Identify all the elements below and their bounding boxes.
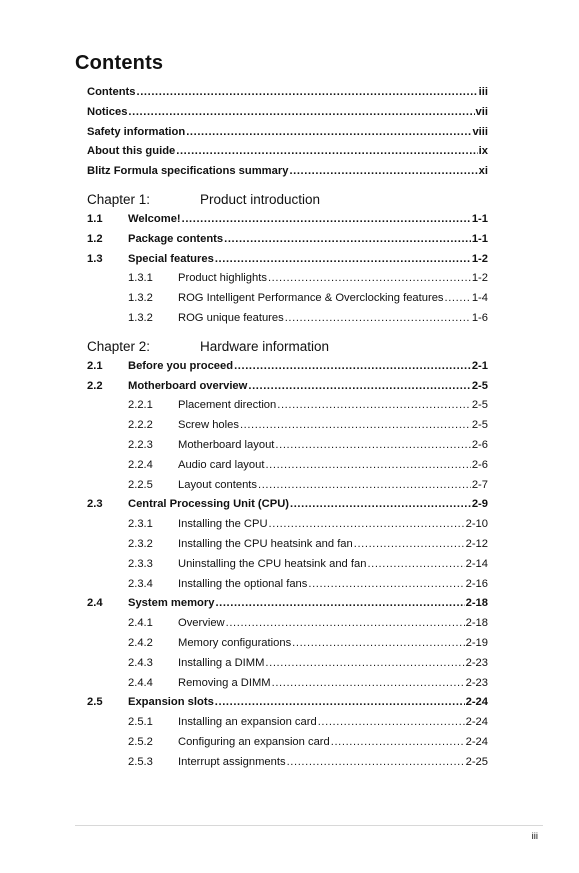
dot-leader bbox=[269, 518, 465, 530]
entry-number: 1.3 bbox=[87, 252, 103, 265]
toc-entry[interactable] bbox=[87, 126, 488, 146]
entry-number: 1.3.2 bbox=[128, 311, 153, 324]
toc-entry[interactable] bbox=[87, 399, 488, 419]
entry-label: Memory configurations bbox=[178, 636, 292, 649]
toc-entry[interactable] bbox=[87, 272, 488, 292]
entry-page: 2-14 bbox=[465, 557, 488, 570]
entry-page: 2-16 bbox=[465, 577, 488, 590]
entry-page: 2-1 bbox=[471, 359, 488, 372]
chapter-heading bbox=[87, 192, 488, 210]
entry-number: 1.1 bbox=[87, 212, 103, 225]
entry-label: Notices bbox=[87, 105, 128, 118]
entry-label: Blitz Formula specifications summary bbox=[87, 165, 289, 178]
dot-leader bbox=[289, 165, 477, 177]
entry-label: Expansion slots bbox=[128, 696, 214, 709]
toc-entry[interactable] bbox=[87, 538, 488, 558]
dot-leader bbox=[268, 272, 471, 284]
entry-label: Motherboard layout bbox=[178, 438, 275, 451]
chapter-number: Chapter 2: bbox=[87, 338, 151, 354]
entry-page: 2-5 bbox=[471, 399, 488, 412]
entry-label: Motherboard overview bbox=[128, 379, 248, 392]
entry-number: 2.4.3 bbox=[128, 656, 153, 669]
toc-entry[interactable] bbox=[87, 578, 488, 598]
toc-entry[interactable] bbox=[87, 756, 488, 776]
entry-page: 2-25 bbox=[465, 755, 488, 768]
entry-page: 2-23 bbox=[465, 656, 488, 669]
dot-leader bbox=[215, 696, 465, 708]
dot-leader bbox=[265, 657, 464, 669]
toc-entry[interactable] bbox=[87, 637, 488, 657]
dot-leader bbox=[226, 617, 465, 629]
entry-page: 1-1 bbox=[471, 232, 488, 245]
entry-number: 2.2.2 bbox=[128, 419, 153, 432]
entry-page: 2-12 bbox=[465, 537, 488, 550]
entry-number: 2.4 bbox=[87, 597, 103, 610]
toc-entry[interactable] bbox=[87, 439, 488, 459]
entry-page: iii bbox=[478, 86, 488, 98]
entry-label: Removing a DIMM bbox=[178, 676, 271, 689]
entry-label: Safety information bbox=[87, 125, 186, 138]
dot-leader bbox=[292, 637, 464, 649]
dot-leader bbox=[136, 86, 477, 98]
entry-label: ROG Intelligent Performance & Overclocking features bbox=[178, 292, 444, 305]
entry-page: 2-6 bbox=[471, 458, 488, 471]
entry-number: 2.3.2 bbox=[128, 537, 153, 550]
toc-entry[interactable] bbox=[87, 106, 488, 126]
entry-label: Placement direction bbox=[178, 399, 277, 412]
dot-leader bbox=[290, 498, 471, 510]
toc-entry[interactable] bbox=[87, 696, 488, 716]
entry-page: 2-10 bbox=[465, 518, 488, 531]
toc-entry[interactable] bbox=[87, 380, 488, 400]
entry-number: 2.5.2 bbox=[128, 735, 153, 748]
dot-leader bbox=[176, 145, 477, 157]
toc-entry[interactable] bbox=[87, 360, 488, 380]
toc-entry[interactable] bbox=[87, 677, 488, 697]
chapter-heading bbox=[87, 339, 488, 357]
entry-label: Screw holes bbox=[178, 419, 239, 432]
entry-number: 2.2.4 bbox=[128, 458, 153, 471]
toc-entry[interactable] bbox=[87, 459, 488, 479]
entry-label: Installing the CPU bbox=[178, 518, 268, 531]
dot-leader bbox=[186, 126, 471, 138]
toc-entry[interactable] bbox=[87, 253, 488, 273]
toc-entry[interactable] bbox=[87, 498, 488, 518]
entry-number: 2.3.3 bbox=[128, 557, 153, 570]
dot-leader bbox=[215, 253, 471, 265]
entry-label: Package contents bbox=[128, 232, 224, 245]
chapter-title: Product introduction bbox=[200, 191, 321, 207]
dot-leader bbox=[215, 597, 464, 609]
entry-label: Uninstalling the CPU heatsink and fan bbox=[178, 557, 367, 570]
entry-label: ROG unique features bbox=[178, 311, 284, 324]
toc-entry[interactable] bbox=[87, 597, 488, 617]
dot-leader bbox=[258, 479, 471, 491]
toc-entry[interactable] bbox=[87, 558, 488, 578]
toc-entry[interactable] bbox=[87, 736, 488, 756]
dot-leader bbox=[272, 677, 465, 689]
dot-leader bbox=[287, 756, 465, 768]
toc-entry[interactable] bbox=[87, 657, 488, 677]
entry-label: Installing the optional fans bbox=[178, 577, 308, 590]
entry-page: 2-5 bbox=[471, 419, 488, 432]
entry-page: ix bbox=[478, 145, 488, 158]
entry-number: 2.4.2 bbox=[128, 636, 153, 649]
entry-page: viii bbox=[472, 125, 488, 138]
dot-leader bbox=[445, 292, 471, 304]
entry-label: Special features bbox=[128, 252, 214, 265]
dot-leader bbox=[182, 213, 471, 225]
entry-label: Product highlights bbox=[178, 272, 267, 285]
toc-entry[interactable] bbox=[87, 518, 488, 538]
entry-page: 2-18 bbox=[465, 617, 488, 630]
dot-leader bbox=[277, 399, 471, 411]
dot-leader bbox=[224, 233, 471, 245]
page-number: iii bbox=[531, 831, 538, 842]
dot-leader bbox=[234, 360, 471, 372]
entry-page: 2-18 bbox=[465, 597, 488, 610]
entry-label: Audio card layout bbox=[178, 458, 265, 471]
toc-entry[interactable] bbox=[87, 292, 488, 312]
entry-page: 1-2 bbox=[471, 272, 488, 285]
dot-leader bbox=[354, 538, 465, 550]
entry-number: 2.5 bbox=[87, 696, 103, 709]
entry-page: 2-5 bbox=[471, 379, 488, 392]
entry-label: Contents bbox=[87, 86, 136, 98]
dot-leader bbox=[275, 439, 470, 451]
entry-label: Configuring an expansion card bbox=[178, 735, 330, 748]
entry-label: Installing an expansion card bbox=[178, 716, 317, 729]
entry-number: 1.3.1 bbox=[128, 272, 153, 285]
toc-entry[interactable] bbox=[87, 213, 488, 233]
toc-entry[interactable] bbox=[87, 233, 488, 253]
entry-label: Installing the CPU heatsink and fan bbox=[178, 537, 353, 550]
toc-entry[interactable] bbox=[87, 617, 488, 637]
entry-label: Installing a DIMM bbox=[178, 656, 265, 669]
toc-entry[interactable] bbox=[87, 165, 488, 185]
entry-page: 1-4 bbox=[471, 292, 488, 305]
dot-leader bbox=[367, 558, 464, 570]
entry-label: Central Processing Unit (CPU) bbox=[128, 498, 290, 511]
entry-number: 2.2.3 bbox=[128, 438, 153, 451]
entry-number: 2.3.1 bbox=[128, 518, 153, 531]
entry-label: Before you proceed bbox=[128, 359, 234, 372]
entry-page: 2-24 bbox=[465, 696, 488, 709]
entry-number: 2.4.1 bbox=[128, 617, 153, 630]
chapter-number: Chapter 1: bbox=[87, 191, 151, 207]
entry-number: 2.2.5 bbox=[128, 478, 153, 491]
table-of-contents bbox=[87, 86, 488, 776]
entry-label: About this guide bbox=[87, 145, 176, 158]
dot-leader bbox=[240, 419, 471, 431]
entry-number: 2.1 bbox=[87, 359, 103, 372]
entry-page: 2-24 bbox=[465, 735, 488, 748]
entry-page: 2-23 bbox=[465, 676, 488, 689]
entry-page: 2-24 bbox=[465, 716, 488, 729]
entry-label: System memory bbox=[128, 597, 215, 610]
entry-number: 2.2 bbox=[87, 379, 103, 392]
entry-page: 2-6 bbox=[471, 438, 488, 451]
dot-leader bbox=[308, 578, 464, 590]
toc-entry[interactable] bbox=[87, 716, 488, 736]
entry-page: xi bbox=[478, 165, 488, 178]
dot-leader bbox=[331, 736, 465, 748]
dot-leader bbox=[285, 312, 471, 324]
page-title: Contents bbox=[75, 52, 164, 74]
dot-leader bbox=[128, 106, 474, 118]
entry-page: 1-1 bbox=[471, 212, 488, 225]
entry-number: 2.2.1 bbox=[128, 399, 153, 412]
entry-label: Interrupt assignments bbox=[178, 755, 286, 768]
toc-entry[interactable] bbox=[87, 145, 488, 165]
dot-leader bbox=[318, 716, 465, 728]
toc-entry[interactable] bbox=[87, 479, 488, 499]
toc-entry[interactable] bbox=[87, 86, 488, 106]
dot-leader bbox=[265, 459, 470, 471]
dot-leader bbox=[248, 380, 470, 392]
entry-number: 1.3.2 bbox=[128, 292, 153, 305]
footer-divider bbox=[75, 825, 543, 826]
entry-label: Layout contents bbox=[178, 478, 257, 491]
entry-number: 2.3 bbox=[87, 498, 103, 511]
entry-number: 2.5.1 bbox=[128, 716, 153, 729]
entry-page: vii bbox=[475, 105, 488, 118]
entry-label: Overview bbox=[178, 617, 225, 630]
entry-label: Welcome! bbox=[128, 212, 181, 225]
chapter-title: Hardware information bbox=[200, 338, 330, 354]
entry-page: 2-9 bbox=[471, 498, 488, 511]
entry-number: 2.5.3 bbox=[128, 755, 153, 768]
entry-number: 2.4.4 bbox=[128, 676, 153, 689]
entry-page: 1-2 bbox=[471, 252, 488, 265]
toc-entry[interactable] bbox=[87, 419, 488, 439]
toc-entry[interactable] bbox=[87, 312, 488, 332]
entry-page: 1-6 bbox=[471, 311, 488, 324]
entry-number: 2.3.4 bbox=[128, 577, 153, 590]
entry-page: 2-19 bbox=[465, 636, 488, 649]
entry-number: 1.2 bbox=[87, 232, 103, 245]
entry-page: 2-7 bbox=[471, 478, 488, 491]
